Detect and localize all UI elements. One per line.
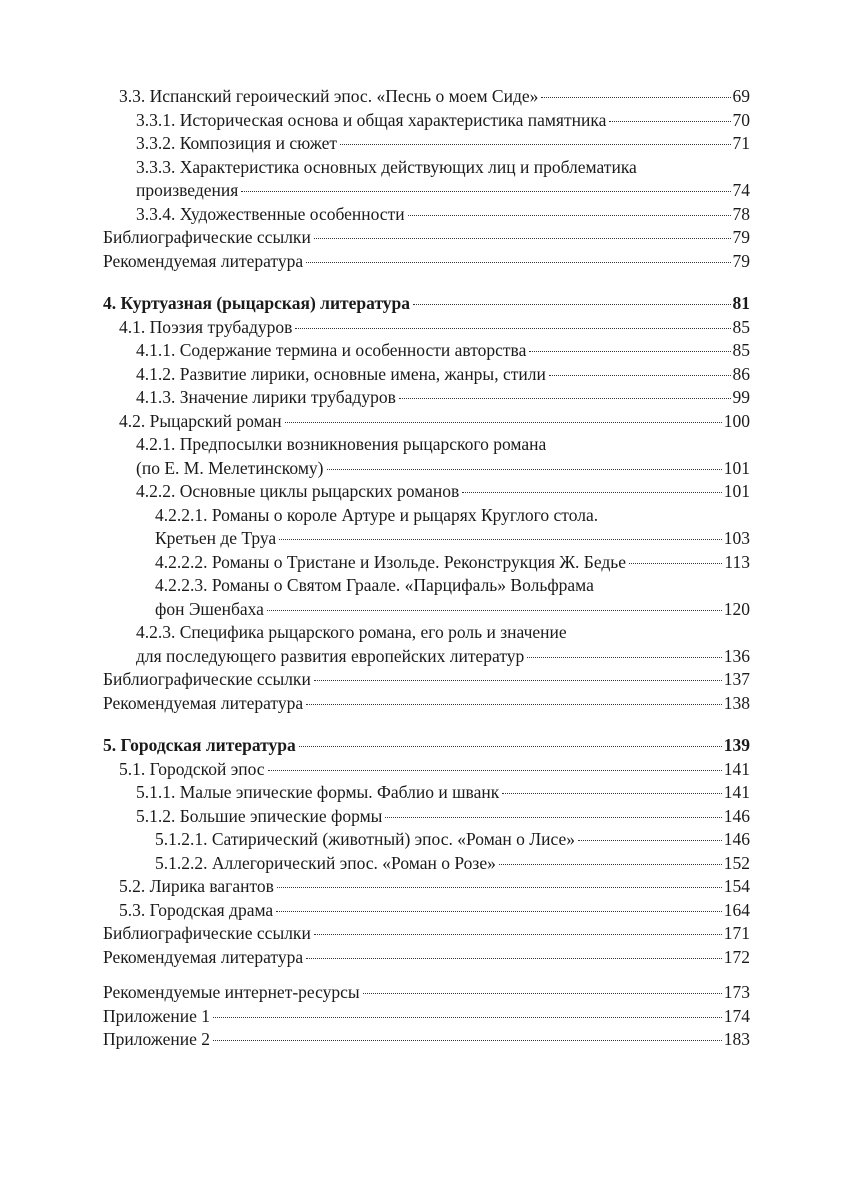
toc-entry-title: 5.1.2. Большие эпические формы: [136, 805, 383, 826]
toc-entry-page-number: 183: [723, 1029, 750, 1049]
toc-entry-title: Рекомендуемая литература: [103, 946, 304, 967]
toc-entry-title: 4.1.1. Содержание термина и особенности авторства: [136, 340, 527, 360]
toc-entry[interactable]: [103, 758, 750, 782]
toc-entry-title: 3.3.4. Художественные особенности: [136, 203, 405, 224]
leader-dots: [314, 934, 722, 935]
toc-entry-title: 4.2.3. Специфика рыцарского романа, его роль и значение: [136, 622, 567, 642]
toc-entry-title: 3.3. Испанский героический эпос. «Песнь о моем Сиде»: [119, 86, 539, 106]
toc-entry-title: фон Эшенбаха: [155, 598, 264, 619]
toc-entry-title: Библиографические ссылки: [103, 227, 311, 247]
toc-entry-title: 4.2.2.2. Романы о Тристане и Изольде. Реконструкция Ж. Бедье: [155, 551, 627, 572]
leader-dots: [295, 328, 730, 329]
leader-dots: [314, 238, 731, 239]
toc-entry-title: 5.1.2.1. Сатирический (животный) эпос. «Роман о Лисе»: [155, 829, 576, 849]
toc-entry-page-number: 146: [723, 805, 750, 826]
section-gap: [103, 715, 750, 734]
toc-entry[interactable]: [103, 981, 750, 1005]
leader-dots: [363, 993, 722, 994]
toc-entry-title: 4.1. Поэзия трубадуров: [119, 316, 293, 337]
leader-dots: [314, 680, 722, 681]
toc-entry-page-number: 79: [732, 227, 750, 247]
toc-entry-title: Библиографические ссылки: [103, 669, 311, 689]
toc-entry-page-number: 146: [723, 829, 750, 849]
toc-entry-title: (по Е. М. Мелетинскому): [136, 457, 324, 478]
toc-entry-title: 4.2. Рыцарский роман: [119, 410, 282, 431]
leader-dots: [578, 840, 722, 841]
section-gap: [103, 969, 750, 981]
leader-dots: [629, 563, 722, 564]
toc-entry-page-number: 71: [732, 133, 750, 153]
leader-dots: [502, 793, 722, 794]
section-gap: [103, 273, 750, 292]
toc-entry-page-number: 139: [723, 735, 750, 755]
leader-dots: [529, 351, 730, 352]
toc-entry[interactable]: [103, 85, 750, 109]
leader-dots: [541, 97, 730, 98]
toc-entry[interactable]: [103, 250, 750, 274]
toc-entry[interactable]: [103, 551, 750, 575]
toc-entry-page-number: 81: [732, 293, 750, 313]
leader-dots: [527, 657, 721, 658]
leader-dots: [213, 1040, 722, 1041]
leader-dots: [277, 887, 722, 888]
toc-entry-title: 5.1. Городской эпос: [119, 758, 265, 779]
toc-entry[interactable]: [103, 504, 750, 551]
toc-entry-page-number: 120: [723, 598, 750, 619]
toc-entry-title: произведения: [136, 180, 239, 200]
toc-entry-page-number: 152: [723, 852, 750, 873]
toc-entry-title: 3.3.2. Композиция и сюжет: [136, 133, 338, 153]
toc-entry[interactable]: [103, 734, 750, 758]
toc-entry-page-number: 101: [723, 481, 750, 501]
leader-dots: [609, 121, 730, 122]
toc-entry-page-number: 154: [723, 876, 750, 896]
toc-entry-title: Библиографические ссылки: [103, 923, 311, 943]
toc-entry-page-number: 141: [723, 782, 750, 802]
leader-dots: [549, 375, 731, 376]
toc-entry[interactable]: [103, 946, 750, 970]
toc-entry[interactable]: [103, 692, 750, 716]
toc-entry-title: 3.3.3. Характеристика основных действующих лиц и проблематика: [136, 156, 637, 177]
leader-dots: [408, 215, 731, 216]
toc-entry-title: 4. Куртуазная (рыцарская) литература: [103, 293, 411, 313]
toc-entry-page-number: 172: [723, 946, 750, 967]
leader-dots: [462, 492, 721, 493]
toc-entry[interactable]: [103, 292, 750, 316]
toc-entry-page-number: 79: [732, 250, 750, 271]
toc-entry[interactable]: [103, 875, 750, 899]
toc-entry-title: 4.2.2.3. Романы о Святом Граале. «Парцифаль» Вольфрама: [155, 575, 594, 595]
toc-entry[interactable]: [103, 1028, 750, 1052]
leader-dots: [306, 704, 722, 705]
leader-dots: [276, 911, 722, 912]
toc-entry-page-number: 100: [723, 410, 750, 431]
leader-dots: [267, 610, 722, 611]
toc-entry-page-number: 171: [723, 923, 750, 943]
toc-entry[interactable]: [103, 410, 750, 434]
toc-entry-page-number: 173: [723, 982, 750, 1002]
toc-entry[interactable]: [103, 480, 750, 504]
leader-dots: [299, 746, 722, 747]
toc-entry-page-number: 74: [732, 180, 750, 200]
toc-entry[interactable]: [103, 852, 750, 876]
toc-entry[interactable]: [103, 363, 750, 387]
toc-entry-page-number: 101: [723, 457, 750, 478]
toc-entry[interactable]: [103, 899, 750, 923]
toc-entry[interactable]: [103, 1005, 750, 1029]
toc-entry-page-number: 141: [723, 758, 750, 779]
leader-dots: [327, 469, 722, 470]
leader-dots: [399, 398, 731, 399]
toc-entry-page-number: 85: [732, 340, 750, 360]
toc-entry-title: 4.2.2.1. Романы о короле Артуре и рыцарях Круглого стола.: [155, 504, 599, 525]
toc-entry-title: Кретьен де Труа: [155, 528, 277, 548]
toc-entry-title: Приложение 1: [103, 1005, 211, 1026]
toc-entry-title: Рекомендуемые интернет-ресурсы: [103, 982, 360, 1002]
toc-entry[interactable]: [103, 805, 750, 829]
toc-entry[interactable]: [103, 156, 750, 203]
toc-entry[interactable]: [103, 226, 750, 250]
toc-entry[interactable]: [103, 922, 750, 946]
toc-entry-page-number: 69: [732, 86, 750, 106]
toc-entry[interactable]: [103, 668, 750, 692]
leader-dots: [285, 422, 722, 423]
leader-dots: [306, 262, 730, 263]
toc-entry-page-number: 85: [732, 316, 750, 337]
leader-dots: [268, 770, 722, 771]
toc-entry-title: Рекомендуемая литература: [103, 692, 304, 713]
toc-entry-title: 3.3.1. Историческая основа и общая характеристика памятника: [136, 109, 607, 130]
leader-dots: [340, 144, 730, 145]
leader-dots: [499, 864, 722, 865]
toc-entry-title: 4.1.3. Значение лирики трубадуров: [136, 387, 396, 407]
toc-entry-title: Рекомендуемая литература: [103, 250, 304, 271]
toc-entry-page-number: 99: [732, 387, 750, 407]
toc-entry-page-number: 70: [732, 109, 750, 130]
toc-entry-page-number: 103: [723, 528, 750, 548]
toc-entry-page-number: 174: [723, 1005, 750, 1026]
toc-entry[interactable]: [103, 132, 750, 156]
toc-entry[interactable]: [103, 203, 750, 227]
toc-entry-title: 5.1.1. Малые эпические формы. Фаблио и шванк: [136, 782, 500, 802]
toc-entry-title: 4.1.2. Развитие лирики, основные имена, жанры, стили: [136, 363, 546, 384]
leader-dots: [279, 539, 722, 540]
toc-entry[interactable]: [103, 621, 750, 668]
leader-dots: [306, 958, 722, 959]
leader-dots: [413, 304, 730, 305]
toc-entry[interactable]: [103, 109, 750, 133]
toc-entry-page-number: 138: [723, 692, 750, 713]
leader-dots: [213, 1017, 722, 1018]
toc-entry-page-number: 136: [723, 645, 750, 666]
toc-entry-page-number: 86: [732, 363, 750, 384]
toc-entry-title: 5.1.2.2. Аллегорический эпос. «Роман о Розе»: [155, 852, 496, 873]
toc-entry[interactable]: [103, 781, 750, 805]
toc-entry[interactable]: [103, 339, 750, 363]
leader-dots: [385, 817, 721, 818]
toc-entry-title: 4.2.2. Основные циклы рыцарских романов: [136, 481, 460, 501]
toc-entry[interactable]: [103, 386, 750, 410]
toc-entry-title: 5.3. Городская драма: [119, 899, 274, 920]
toc-entry-page-number: 137: [723, 669, 750, 689]
table-of-contents: [103, 85, 750, 1052]
toc-entry-page-number: 164: [723, 899, 750, 920]
leader-dots: [241, 191, 730, 192]
toc-entry[interactable]: [103, 316, 750, 340]
toc-entry-title: 5.2. Лирика вагантов: [119, 876, 274, 896]
toc-entry-title: для последующего развития европейских литератур: [136, 645, 525, 666]
toc-entry[interactable]: [103, 433, 750, 480]
toc-entry[interactable]: [103, 574, 750, 621]
toc-entry-title: 4.2.1. Предпосылки возникновения рыцарского романа: [136, 434, 547, 454]
toc-entry[interactable]: [103, 828, 750, 852]
toc-entry-page-number: 78: [732, 203, 750, 224]
toc-entry-title: 5. Городская литература: [103, 735, 296, 755]
toc-entry-title: Приложение 2: [103, 1029, 211, 1049]
toc-entry-page-number: 113: [724, 551, 750, 572]
